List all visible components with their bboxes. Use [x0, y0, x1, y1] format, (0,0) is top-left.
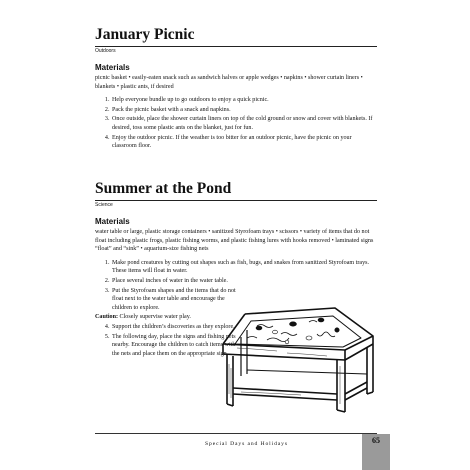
book-title-footer: Special Days and Holidays	[205, 441, 288, 447]
materials-heading: Materials	[95, 63, 130, 72]
step-item: 3. Put the Styrofoam shapes and the items that do not float next to the water table and encourage the children to explore.	[111, 287, 236, 313]
materials-list: picnic basket • easily-eaten snack such as sandwich halves or apple wedges • napkins • shower curtain liners • blankets • plastic ants, if desired	[95, 75, 363, 90]
section-title: Summer at the Pond	[95, 180, 232, 197]
page-number: 65	[372, 436, 380, 445]
water-table-illustration	[217, 304, 379, 414]
step-item: 1. Help everyone bundle up to go outdoors to enjoy a quick picnic.	[111, 96, 377, 105]
section-category: Science	[95, 202, 113, 208]
step-item: 5. The following day, place the signs and fishing nets nearby. Encourage the children to catch items with the nets and place them on the appropriate sign.	[111, 333, 236, 359]
title-rule	[95, 200, 377, 201]
title-rule	[95, 46, 377, 47]
caution-note	[95, 313, 219, 322]
steps-list	[95, 96, 377, 151]
step-item: 4. Support the children’s discoveries as they explore.	[111, 323, 236, 332]
step-item: 2. Pack the picnic basket with a snack and napkins.	[111, 106, 377, 115]
section-january-picnic	[95, 26, 377, 152]
step-item: 4. Enjoy the outdoor picnic. If the weather is too bitter for an outdoor picnic, have the picnic on your classroom floor.	[111, 134, 377, 151]
step-item: 2. Place several inches of water in the water table.	[111, 277, 236, 286]
caution-text: Closely supervise water play.	[118, 314, 191, 321]
caution-label: Caution:	[95, 314, 119, 321]
materials-heading: Materials	[95, 217, 130, 226]
section-title: January Picnic	[95, 26, 195, 43]
materials-list: water table or large, plastic storage containers • sanitized Styrofoam trays • scissors • variety of items that do not float including plastic frogs, plastic fishing worms, and plastic fishing lures with hooks removed • laminated signs “float” and “sink” • aquarium-size fishing nets	[95, 229, 374, 253]
section-category: Outdoors	[95, 48, 116, 54]
step-item: 1. Make pond creatures by cutting out shapes such as fish, bugs, and snakes from sanitized Styrofoam trays. These items will float in water.	[111, 259, 377, 276]
step-item: 3. Once outside, place the shower curtain liners on top of the cold ground or snow and cover with blankets. If desired, toss some plastic ants on the blanket, just for fun.	[111, 115, 377, 132]
footer-rule	[95, 433, 377, 434]
